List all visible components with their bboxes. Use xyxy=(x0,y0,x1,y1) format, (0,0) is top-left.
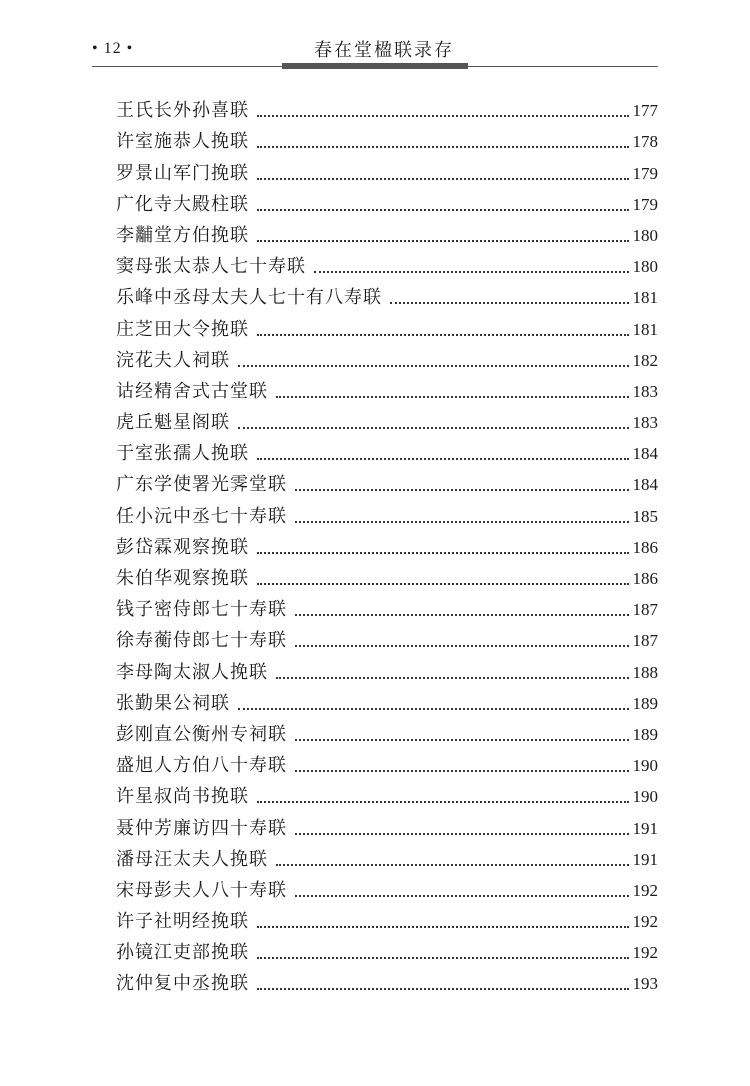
toc-entry-page: 193 xyxy=(632,974,658,994)
toc-entry-page: 184 xyxy=(632,475,658,495)
dot-leader xyxy=(257,956,629,959)
toc-entry xyxy=(116,903,658,934)
dot-leader xyxy=(257,114,629,117)
toc-entry-page: 192 xyxy=(632,943,658,963)
toc-entry-title: 宋母彭夫人八十寿联 xyxy=(116,879,287,901)
page-number: • 12 • xyxy=(92,40,134,57)
toc-entry-title: 李黼堂方伯挽联 xyxy=(116,224,249,246)
toc-entry-title: 潘母汪太夫人挽联 xyxy=(116,848,268,870)
book-title: 春在堂楹联录存 xyxy=(314,40,454,61)
dot-leader xyxy=(295,832,629,835)
dot-leader xyxy=(257,177,629,180)
dot-leader xyxy=(257,551,629,554)
dot-leader xyxy=(257,333,629,336)
toc-entry-title: 庄芝田大令挽联 xyxy=(116,318,249,340)
toc-entry-page: 177 xyxy=(632,101,658,121)
dot-leader xyxy=(257,987,629,990)
toc-entry-page: 182 xyxy=(632,350,658,370)
toc-entry-page: 192 xyxy=(632,880,658,900)
toc-entry-page: 190 xyxy=(632,787,658,807)
toc-entry-page: 191 xyxy=(632,818,658,838)
dot-leader xyxy=(238,364,629,367)
dot-leader xyxy=(295,520,629,523)
toc-entry-page: 191 xyxy=(632,849,658,869)
dot-leader xyxy=(295,488,629,491)
toc-entry xyxy=(116,747,658,778)
toc-entry-page: 192 xyxy=(632,912,658,932)
toc-entry xyxy=(116,248,658,279)
toc-entry-title: 聂仲芳廉访四十寿联 xyxy=(116,817,287,839)
toc-entry-title: 罗景山军门挽联 xyxy=(116,162,249,184)
toc-entry xyxy=(116,529,658,560)
toc-entry-title: 钱子密侍郎七十寿联 xyxy=(116,599,287,621)
dot-leader xyxy=(257,239,629,242)
toc-entry xyxy=(116,186,658,217)
toc-entry-page: 179 xyxy=(632,194,658,214)
toc-entry xyxy=(116,342,658,373)
dot-leader xyxy=(295,894,629,897)
dot-leader xyxy=(276,676,629,679)
toc-entry xyxy=(116,310,658,341)
toc-entry-title: 许子社明经挽联 xyxy=(116,911,249,933)
dot-leader xyxy=(257,145,629,148)
toc-entry-page: 179 xyxy=(632,163,658,183)
toc-entry-page: 178 xyxy=(632,132,658,152)
dot-leader xyxy=(257,208,629,211)
toc-entry-page: 183 xyxy=(632,413,658,433)
toc-entry-title: 孙镜江吏部挽联 xyxy=(116,942,249,964)
toc-entry-page: 185 xyxy=(632,506,658,526)
toc-entry xyxy=(116,934,658,965)
toc-entry xyxy=(116,435,658,466)
toc-entry-title: 盛旭人方伯八十寿联 xyxy=(116,755,287,777)
dot-leader xyxy=(257,582,629,585)
toc-entry-page: 186 xyxy=(632,537,658,557)
dot-leader xyxy=(295,644,629,647)
toc-entry-title: 任小沅中丞七十寿联 xyxy=(116,505,287,527)
toc-entry-title: 徐寿蘅侍郎七十寿联 xyxy=(116,630,287,652)
toc-entry-title: 许室施恭人挽联 xyxy=(116,131,249,153)
toc-entry-page: 180 xyxy=(632,225,658,245)
dot-leader xyxy=(390,301,629,304)
dot-leader xyxy=(314,270,629,273)
toc-entry-page: 183 xyxy=(632,381,658,401)
toc-entry-title: 彭岱霖观察挽联 xyxy=(116,536,249,558)
toc-entry-title: 虎丘魁星阁联 xyxy=(116,412,230,434)
toc-entry-title: 浣花夫人祠联 xyxy=(116,349,230,371)
toc-entry-title: 乐峰中丞母太夫人七十有八寿联 xyxy=(116,287,382,309)
dot-leader xyxy=(295,613,629,616)
toc-entry-title: 许星叔尚书挽联 xyxy=(116,786,249,808)
toc-entry-page: 187 xyxy=(632,600,658,620)
toc-entry-page: 181 xyxy=(632,319,658,339)
toc-entry-page: 188 xyxy=(632,662,658,682)
toc-entry xyxy=(116,497,658,528)
dot-leader xyxy=(238,707,629,710)
toc-entry xyxy=(116,622,658,653)
toc-entry xyxy=(116,560,658,591)
toc-entry xyxy=(116,92,658,123)
toc-entry-page: 187 xyxy=(632,631,658,651)
dot-leader xyxy=(295,769,629,772)
toc-entry-page: 186 xyxy=(632,569,658,588)
toc-entry xyxy=(116,154,658,185)
dot-leader xyxy=(295,738,629,741)
toc-entry xyxy=(116,965,658,996)
toc-entry-title: 广东学使署光霁堂联 xyxy=(116,474,287,496)
toc-entry xyxy=(116,217,658,248)
table-of-contents xyxy=(116,92,658,996)
toc-entry-title: 彭刚直公衡州专祠联 xyxy=(116,723,287,745)
toc-entry xyxy=(116,685,658,716)
dot-leader xyxy=(257,457,629,460)
toc-entry-page: 181 xyxy=(632,288,658,308)
toc-entry xyxy=(116,404,658,435)
toc-entry-page: 190 xyxy=(632,756,658,776)
dot-leader xyxy=(276,863,629,866)
toc-entry-page: 189 xyxy=(632,693,658,713)
toc-entry-title: 李母陶太淑人挽联 xyxy=(116,661,268,683)
toc-entry-title: 窦母张太恭人七十寿联 xyxy=(116,256,306,278)
toc-entry-page: 184 xyxy=(632,444,658,464)
toc-entry xyxy=(116,591,658,622)
toc-entry xyxy=(116,872,658,903)
toc-entry xyxy=(116,279,658,310)
dot-leader xyxy=(276,395,629,398)
toc-entry xyxy=(116,373,658,404)
toc-entry xyxy=(116,653,658,684)
toc-entry-title: 张勤果公祠联 xyxy=(116,692,230,714)
toc-entry-page: 189 xyxy=(632,724,658,744)
toc-entry xyxy=(116,841,658,872)
toc-entry-title: 诂经精舍式古堂联 xyxy=(116,380,268,402)
toc-entry-title: 朱伯华观察挽联 xyxy=(116,568,249,589)
toc-entry xyxy=(116,466,658,497)
toc-entry xyxy=(116,778,658,809)
toc-entry-title: 沈仲复中丞挽联 xyxy=(116,973,249,995)
toc-entry-title: 王氏长外孙喜联 xyxy=(116,100,249,122)
header-rule-accent xyxy=(282,63,468,69)
dot-leader xyxy=(238,426,629,429)
toc-entry xyxy=(116,809,658,840)
toc-entry-page: 180 xyxy=(632,257,658,277)
dot-leader xyxy=(257,925,629,928)
toc-entry-title: 于室张孺人挽联 xyxy=(116,443,249,465)
toc-entry xyxy=(116,123,658,154)
toc-entry-title: 广化寺大殿柱联 xyxy=(116,193,249,215)
dot-leader xyxy=(257,800,629,803)
running-header xyxy=(92,36,658,70)
toc-entry xyxy=(116,716,658,747)
